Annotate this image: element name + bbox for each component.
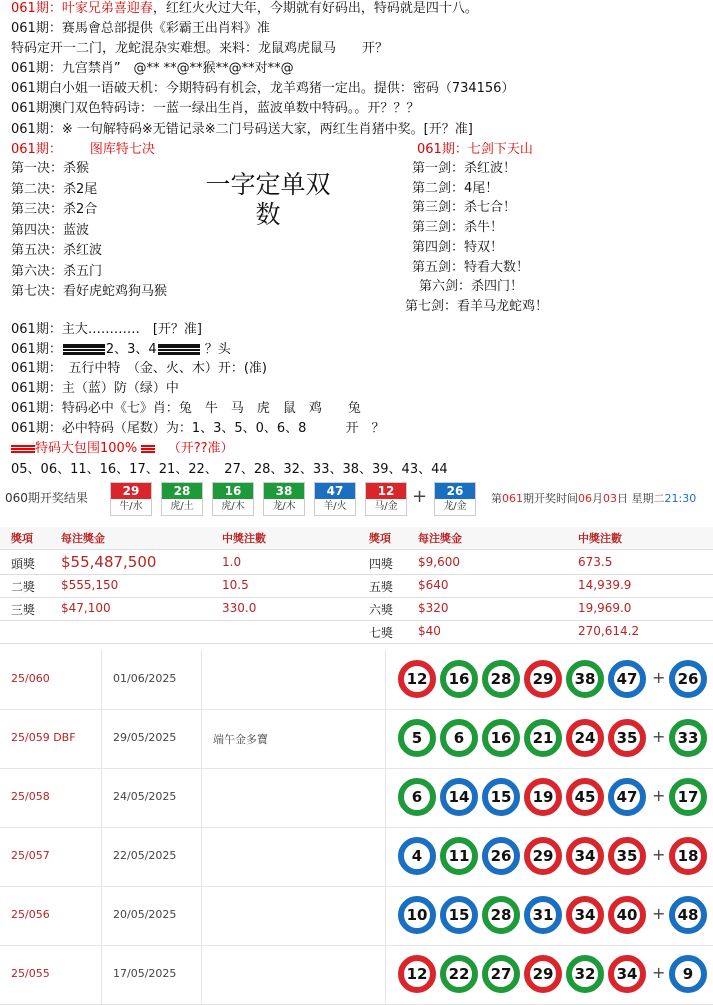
draw-ball — [212, 482, 254, 516]
mid-line-2 — [11, 341, 231, 359]
history-ball: 40 — [608, 896, 646, 934]
prize-row — [0, 621, 713, 644]
line-7: 061期：※ 一句解特码※无错记录※二门号码送大家，两红生肖猪中奖。[开？准] — [11, 122, 473, 137]
history-ball: 19 — [524, 778, 562, 816]
prize-header: 中獎注數 — [222, 532, 266, 545]
info-text: 期开奖时间 — [523, 492, 578, 505]
left-item: 第三决：杀2合 — [11, 202, 98, 217]
prize-header-row — [0, 527, 713, 550]
right-title-period: 061期： — [417, 142, 468, 157]
history-ball: 26 — [482, 837, 520, 875]
divider — [201, 886, 202, 945]
draw-ball-zodiac: 虎/土 — [170, 501, 194, 512]
bar-decoration — [158, 344, 200, 355]
mid-line-5: 061期：特码必中《七》肖：兔 牛 马 虎 鼠 鸡 兔 — [11, 401, 361, 416]
history-ball: 28 — [482, 660, 520, 698]
mid-line-2-suffix: ？头 — [204, 342, 231, 357]
info-day: 03 — [603, 492, 617, 505]
draw-ball-zodiac: 虎/木 — [221, 501, 245, 512]
prize-money: $55,487,500 — [61, 553, 157, 571]
history-special-ball: 48 — [669, 896, 707, 934]
mid-line-1: 061期：主大………… [开？准] — [11, 322, 202, 337]
history-ball: 29 — [524, 837, 562, 875]
prize-header: 每注獎金 — [418, 532, 462, 545]
prize-count: 330.0 — [222, 601, 257, 615]
history-ball: 29 — [524, 660, 562, 698]
draw-special-ball — [434, 482, 476, 516]
info-text: 日 星期 — [617, 492, 654, 505]
draw-ball-number: 16 — [213, 483, 253, 499]
line-3: 特码定开一二门，龙蛇混杂实难想。来料：龙鼠鸡虎鼠马 开？ — [11, 41, 389, 56]
history-date: 01/06/2025 — [113, 672, 177, 685]
history-row — [0, 650, 713, 710]
left-item: 第六决：杀五门 — [11, 263, 103, 279]
plus-icon: + — [652, 668, 666, 687]
mid-line-7 — [11, 440, 234, 458]
prize-money: $640 — [418, 578, 449, 592]
left-title-name: 图库特七决 — [89, 142, 155, 157]
prize-name: 七獎 — [369, 626, 394, 640]
history-row — [0, 768, 713, 828]
plus-icon: + — [652, 845, 666, 864]
mid-line-2-prefix: 061期： — [11, 342, 62, 357]
line-1-rest: ，红红火火过大年，今期就有好码出，特码就是四十八。 — [152, 1, 478, 16]
history-ball: 29 — [524, 955, 562, 993]
prize-count: 673.5 — [578, 555, 613, 569]
history-ball: 14 — [440, 778, 478, 816]
bar-decoration — [63, 344, 105, 355]
prize-count: 270,614.2 — [578, 624, 640, 638]
right-item: 第一剑：杀红波！ — [412, 161, 517, 176]
history-ball: 35 — [608, 719, 646, 757]
prize-header: 中獎注數 — [578, 532, 622, 545]
line-2: 061期：赛馬會总部提供《彩霸王出肖料》准 — [11, 21, 270, 36]
right-item: 第七剑：看羊马龙蛇鸡！ — [405, 298, 549, 314]
draw-info — [491, 490, 696, 506]
prize-name: 四獎 — [369, 557, 394, 571]
draw-ball-zodiac: 马/金 — [374, 501, 398, 512]
right-item: 第二剑：4尾！ — [412, 180, 499, 196]
plus-icon: + — [652, 786, 666, 805]
info-weekday: 二 — [653, 492, 665, 505]
line-1 — [11, 0, 478, 18]
history-ball: 24 — [566, 719, 604, 757]
history-ball: 6 — [398, 778, 436, 816]
history-ball: 32 — [566, 955, 604, 993]
draw-ball — [365, 482, 407, 516]
history-note: 端午金多寶 — [213, 733, 268, 746]
history-ball: 12 — [398, 660, 436, 698]
draw-special-number: 26 — [435, 483, 475, 499]
history-ball: 11 — [440, 837, 478, 875]
divider — [101, 945, 102, 1004]
prize-name: 五獎 — [369, 580, 394, 594]
divider — [385, 650, 386, 709]
draw-ball-number: 28 — [162, 483, 202, 499]
draw-label: 060期开奖结果 — [5, 491, 88, 505]
draw-ball-zodiac: 羊/火 — [323, 501, 347, 512]
draw-results — [0, 480, 713, 518]
draw-ball — [161, 482, 203, 516]
divider — [201, 709, 202, 768]
history-date: 22/05/2025 — [113, 849, 177, 862]
info-text: 第 — [491, 492, 502, 505]
divider — [101, 650, 102, 709]
mid-line-7-text: 特码大包围100% — [35, 441, 138, 456]
history-special-ball: 9 — [669, 955, 707, 993]
big-text: 一字定单双数 — [205, 170, 331, 229]
history-ball: 47 — [608, 778, 646, 816]
divider — [385, 768, 386, 827]
history-period: 25/056 — [11, 908, 50, 921]
prize-name: 六獎 — [369, 603, 394, 617]
history-ball: 22 — [440, 955, 478, 993]
history-period: 25/055 — [11, 967, 50, 980]
info-time: 21:30 — [664, 492, 697, 505]
right-item: 第五剑：特看大数！ — [412, 259, 530, 275]
draw-ball-zodiac: 龙/木 — [272, 501, 296, 512]
red-bar-decoration — [11, 445, 35, 453]
plus-icon: + — [412, 486, 428, 507]
history-special-ball: 18 — [669, 837, 707, 875]
left-item: 第四决：蓝波 — [11, 222, 90, 238]
draw-ball-number: 12 — [366, 483, 406, 499]
history-ball: 31 — [524, 896, 562, 934]
prize-header: 獎項 — [369, 532, 391, 545]
mid-line-7-suffix: （开??准） — [167, 441, 234, 456]
divider — [201, 768, 202, 827]
history-date: 24/05/2025 — [113, 790, 177, 803]
divider — [101, 768, 102, 827]
info-period: 061 — [502, 492, 523, 505]
history-ball: 10 — [398, 896, 436, 934]
draw-ball — [263, 482, 305, 516]
history-ball: 38 — [566, 660, 604, 698]
divider — [101, 886, 102, 945]
prize-money: $9,600 — [418, 555, 460, 569]
prize-name: 三獎 — [11, 603, 36, 617]
red-bar-decoration — [141, 445, 155, 453]
history-period: 25/059 DBF — [11, 731, 76, 744]
history-ball: 34 — [608, 955, 646, 993]
prize-header: 獎項 — [11, 532, 33, 545]
prize-count: 10.5 — [222, 578, 249, 592]
history-row — [0, 945, 713, 1005]
mid-line-4: 061期：主（蓝）防（绿）中 — [11, 381, 179, 396]
mid-line-2-value: 2、3、4 — [105, 342, 157, 357]
history-date: 20/05/2025 — [113, 908, 177, 921]
prize-row — [0, 598, 713, 621]
left-title-period: 061期： — [11, 142, 62, 157]
left-title — [11, 141, 155, 159]
history-period: 25/058 — [11, 790, 50, 803]
prize-row — [0, 575, 713, 598]
divider — [385, 945, 386, 1004]
history-ball: 15 — [482, 778, 520, 816]
right-title — [417, 141, 533, 159]
history-date: 29/05/2025 — [113, 731, 177, 744]
history-ball: 47 — [608, 660, 646, 698]
divider — [201, 827, 202, 886]
history-special-ball: 33 — [669, 719, 707, 757]
history-ball: 15 — [440, 896, 478, 934]
right-item: 第三剑：杀七合！ — [412, 200, 517, 216]
history-ball: 6 — [440, 719, 478, 757]
right-item: 第六剑：杀四门！ — [419, 279, 524, 295]
draw-ball-zodiac: 牛/水 — [119, 501, 143, 512]
info-month: 06 — [578, 492, 592, 505]
history-ball: 16 — [482, 719, 520, 757]
right-title-name: 七剑下天山 — [467, 142, 533, 157]
line-5: 061期白小姐一语破天机：今期特码有机会，龙羊鸡猪一定出。提供：密码（734156） — [11, 81, 515, 96]
right-item: 第三剑：杀牛！ — [412, 220, 504, 236]
info-text: 月 — [592, 492, 603, 505]
prize-money: $47,100 — [61, 601, 111, 615]
draw-special-zodiac: 龙/金 — [443, 501, 467, 512]
divider — [385, 709, 386, 768]
history-ball: 27 — [482, 955, 520, 993]
prize-name: 頭獎 — [11, 557, 36, 571]
prize-count: 1.0 — [222, 555, 242, 569]
prize-count: 19,969.0 — [578, 601, 632, 615]
history-ball: 12 — [398, 955, 436, 993]
prize-money: $555,150 — [61, 578, 119, 592]
plus-icon: + — [652, 904, 666, 923]
left-item: 第二决：杀2尾 — [11, 181, 98, 197]
right-item: 第四剑：特双！ — [412, 239, 504, 255]
history-ball: 34 — [566, 837, 604, 875]
divider — [201, 945, 202, 1004]
line-1-highlight: 叶家兄弟喜迎春 — [61, 1, 153, 16]
divider — [101, 827, 102, 886]
plus-icon: + — [652, 727, 666, 746]
history-ball: 28 — [482, 896, 520, 934]
history-special-ball: 17 — [669, 778, 707, 816]
draw-ball — [110, 482, 152, 516]
history-ball: 16 — [440, 660, 478, 698]
prize-money: $320 — [418, 601, 449, 615]
history-date: 17/05/2025 — [113, 967, 177, 980]
history-row — [0, 827, 713, 887]
left-item: 第一决：杀猴 — [11, 161, 90, 176]
prize-name: 二獎 — [11, 580, 36, 594]
line-1-prefix: 061期： — [11, 1, 62, 16]
divider — [385, 886, 386, 945]
history-ball: 45 — [566, 778, 604, 816]
mid-line-3: 061期： 五行中特 （金、火、木）开：(准) — [11, 361, 267, 376]
draw-ball — [314, 482, 356, 516]
draw-ball-number: 38 — [264, 483, 304, 499]
divider — [385, 827, 386, 886]
history-period: 25/057 — [11, 849, 50, 862]
divider — [201, 650, 202, 709]
line-6: 061期澳门双色特码诗：一蓝一绿出生肖，蓝波单数中特码。。开？？？ — [11, 101, 420, 116]
prize-count: 14,939.9 — [578, 578, 632, 592]
prize-row — [0, 552, 713, 575]
draw-ball-number: 29 — [111, 483, 151, 499]
history-row — [0, 709, 713, 769]
line-4: 061期：九宫禁肖” @** **@**猴**@**对**@ — [11, 61, 294, 76]
history-ball: 5 — [398, 719, 436, 757]
draw-ball-number: 47 — [315, 483, 355, 499]
plus-icon: + — [652, 963, 666, 982]
left-item: 第五决：杀红波 — [11, 243, 103, 258]
prize-header: 每注獎金 — [61, 532, 105, 545]
divider — [101, 709, 102, 768]
history-period: 25/060 — [11, 672, 50, 685]
left-item: 第七决：看好虎蛇鸡狗马猴 — [11, 284, 168, 299]
history-ball: 4 — [398, 837, 436, 875]
prize-money: $40 — [418, 624, 441, 638]
history-special-ball: 26 — [669, 660, 707, 698]
history-ball: 34 — [566, 896, 604, 934]
history-row — [0, 886, 713, 946]
history-ball: 35 — [608, 837, 646, 875]
mid-line-8: 05、06、11、16、17、21、22、 27、28、32、33、38、39、43、44 — [11, 462, 448, 477]
history-ball: 21 — [524, 719, 562, 757]
mid-line-6: 061期：必中特码（尾数）为：1、3、5、0、6、8 开 ？ — [11, 421, 385, 436]
